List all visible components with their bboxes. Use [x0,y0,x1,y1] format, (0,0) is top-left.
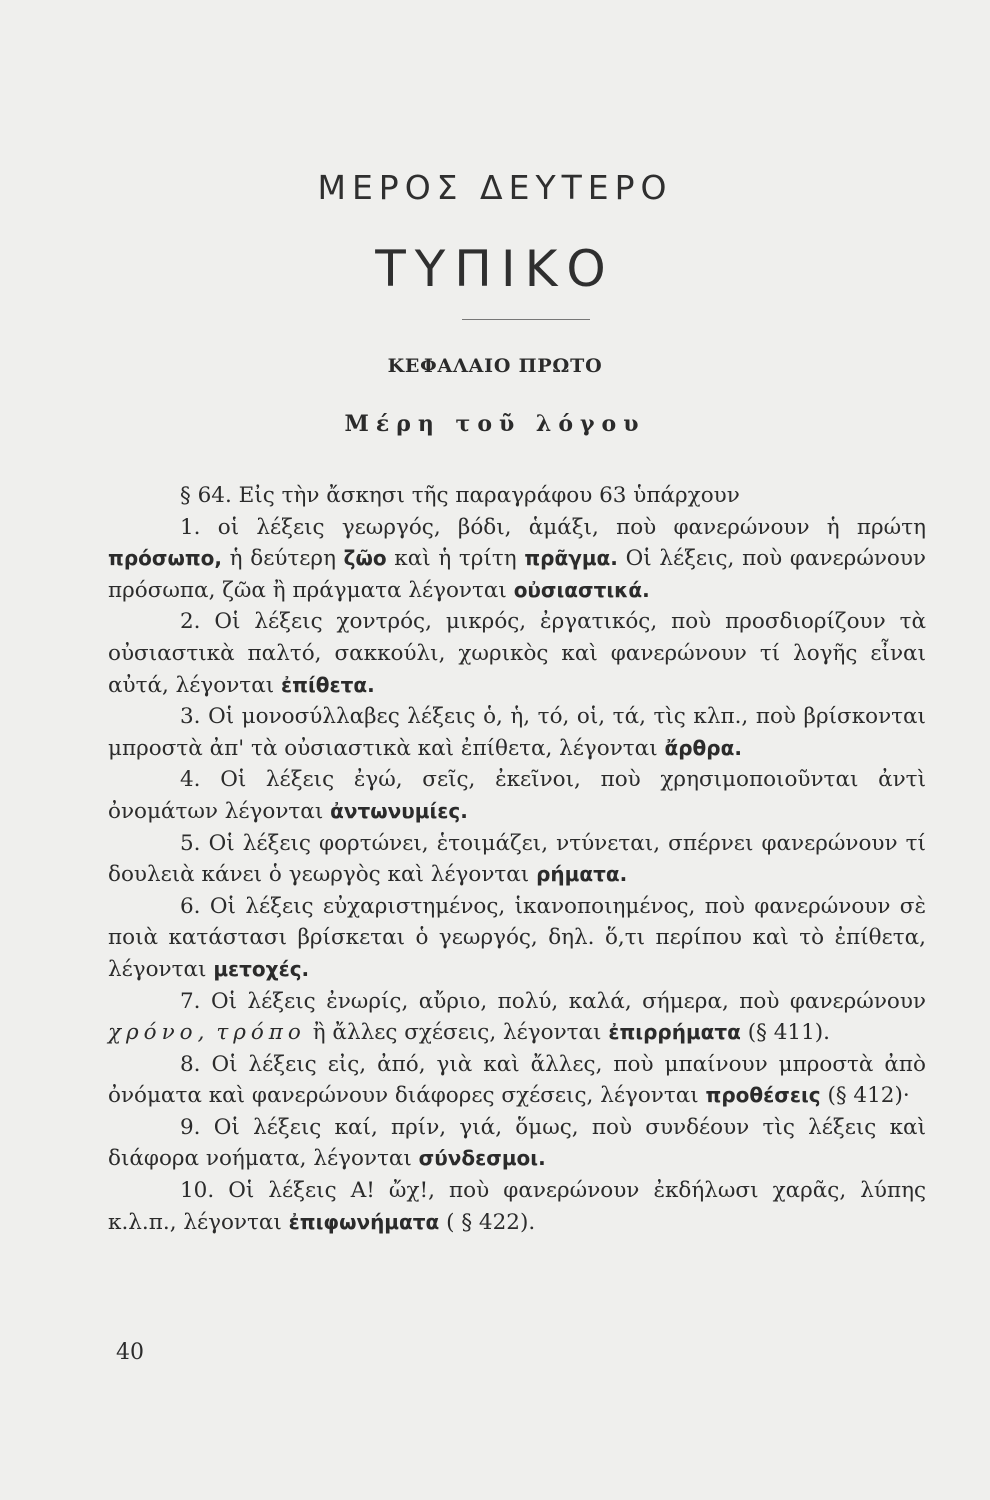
paragraph-10 [108,1175,926,1238]
bold-term: οὐσιαστικά. [513,577,650,602]
paragraph-text: 1. οἱ λέξεις γεωργός, βόδι, ἁμάξι, ποὺ φανερώνουν ἡ πρώτη [180,514,926,540]
paragraph-text: (§ 412)· [820,1083,910,1109]
paragraph-5 [108,828,926,891]
bold-term: μετοχές. [213,956,310,981]
paragraph-text: 4. Οἱ λέξεις ἐγώ, σεῖς, ἐκεῖνοι, ποὺ χρησιμοποιοῦνται ἀντὶ ὀνομάτων λέγονται [108,767,926,824]
paragraph-text: ( § 422). [439,1209,536,1235]
paragraph-text: (§ 411). [740,1020,830,1046]
part-title: ΜΕΡΟΣ ΔΕΥΤΕΡΟ [317,168,673,207]
paragraph-7 [108,986,926,1049]
paragraph-1 [108,512,926,607]
paragraph-text: καὶ ἡ τρίτη [386,546,525,572]
title-divider [462,319,590,320]
paragraph-text: ἡ δεύτερη [222,546,344,572]
bold-term: πρᾶγμα. [524,546,618,571]
paragraph-4 [108,764,926,827]
paragraph-text: 10. Οἱ λέξεις Α! ὤχ!, ποὺ φανερώνουν ἐκδήλωσι χαρᾶς, λύπης κ.λ.π., λέγονται [108,1178,926,1235]
page-number: 40 [116,1340,144,1365]
paragraph-text: 5. Οἱ λέξεις φορτώνει, ἑτοιμάζει, ντύνεται, σπέρνει φανερώνουν τί δουλειὰ κάνει ὁ γεωργὸς καὶ λέγονται [108,830,926,888]
main-title: ΤΥΠΙΚΟ [375,240,615,298]
paragraph-text: 2. Οἱ λέξεις χοντρός, μικρός, ἐργατικός, ποὺ προσδιορίζουν τὰ οὐσιαστικὰ παλτό, σακκούλι, χωρικὸς καὶ φανερώνουν τί λογῆς εἶναι αὐτά, λέγονται [108,609,926,698]
paragraph-intro [108,480,926,512]
bold-term: πρόσωπο, [108,546,222,571]
spaced-term: χρόνο, [108,1020,210,1046]
spaced-term: τρόπο [216,1020,306,1046]
section-title: Μέρη τοῦ λόγου [344,411,646,437]
paragraph-text: Οἱ λέξεις, ποὺ φανερώνουν πρόσωπα, ζῶα ἢ πράγματα λέγονται [108,546,926,603]
bold-term: προθέσεις [705,1083,821,1108]
bold-term: ρήματα. [536,862,628,887]
paragraph-text: 6. Οἱ λέξεις εὐχαριστημένος, ἱκανοποιημένος, ποὺ φανερώνουν σὲ ποιὰ κατάστασι βρίσκεται ὁ γεωργός, δηλ. ὅ,τι περίπου καὶ τὸ ἐπίθετα, λέγονται [108,893,926,982]
paragraph-text: 3. Οἱ μονοσύλλαβες λέξεις ὁ, ἡ, τό, οἱ, τά, τὶς κλπ., ποὺ βρίσκονται μπροστὰ ἀπ' τὰ οὐσιαστικὰ καὶ ἐπίθετα, λέγονται [108,704,926,761]
paragraph-3 [108,701,926,764]
bold-term: ἐπιρρήματα [608,1020,741,1045]
paragraph-8 [108,1049,926,1112]
paragraph-text: § 64. Εἰς τὴν ἄσκησι τῆς παραγράφου 63 ὑπάρχουν [180,483,740,508]
paragraph-text: ἢ ἄλλες σχέσεις, λέγονται [305,1020,609,1046]
paragraph-6 [108,891,926,986]
bold-term: ἐπιφωνήματα [288,1209,440,1234]
paragraph-text: 9. Οἱ λέξεις καί, πρίν, γιά, ὅμως, ποὺ συνδέουν τὶς λέξεις καὶ διάφορα νοήματα, λέγονται [108,1114,926,1172]
bold-term: σύνδεσμοι. [418,1146,546,1171]
body-text [108,480,926,1238]
bold-term: ἐπίθετα. [280,672,375,697]
paragraph-text: 8. Οἱ λέξεις εἰς, ἀπό, γιὰ καὶ ἄλλες, ποὺ μπαίνουν μπροστὰ ἀπὸ ὀνόματα καὶ φανερώνουν διάφορες σχέσεις, λέγονται [108,1051,926,1109]
bold-term: ἀντωνυμίες. [330,798,468,823]
paragraph-2 [108,606,926,701]
bold-term: ἄρθρα. [664,735,742,760]
chapter-title: ΚΕΦΑΛΑΙΟ ΠΡΩΤΟ [387,355,603,377]
paragraph-9 [108,1112,926,1175]
bold-term: ζῶο [343,546,387,571]
paragraph-text: 7. Οἱ λέξεις ἐνωρίς, αὔριο, πολύ, καλά, σήμερα, ποὺ φανερώνουν [180,988,926,1014]
